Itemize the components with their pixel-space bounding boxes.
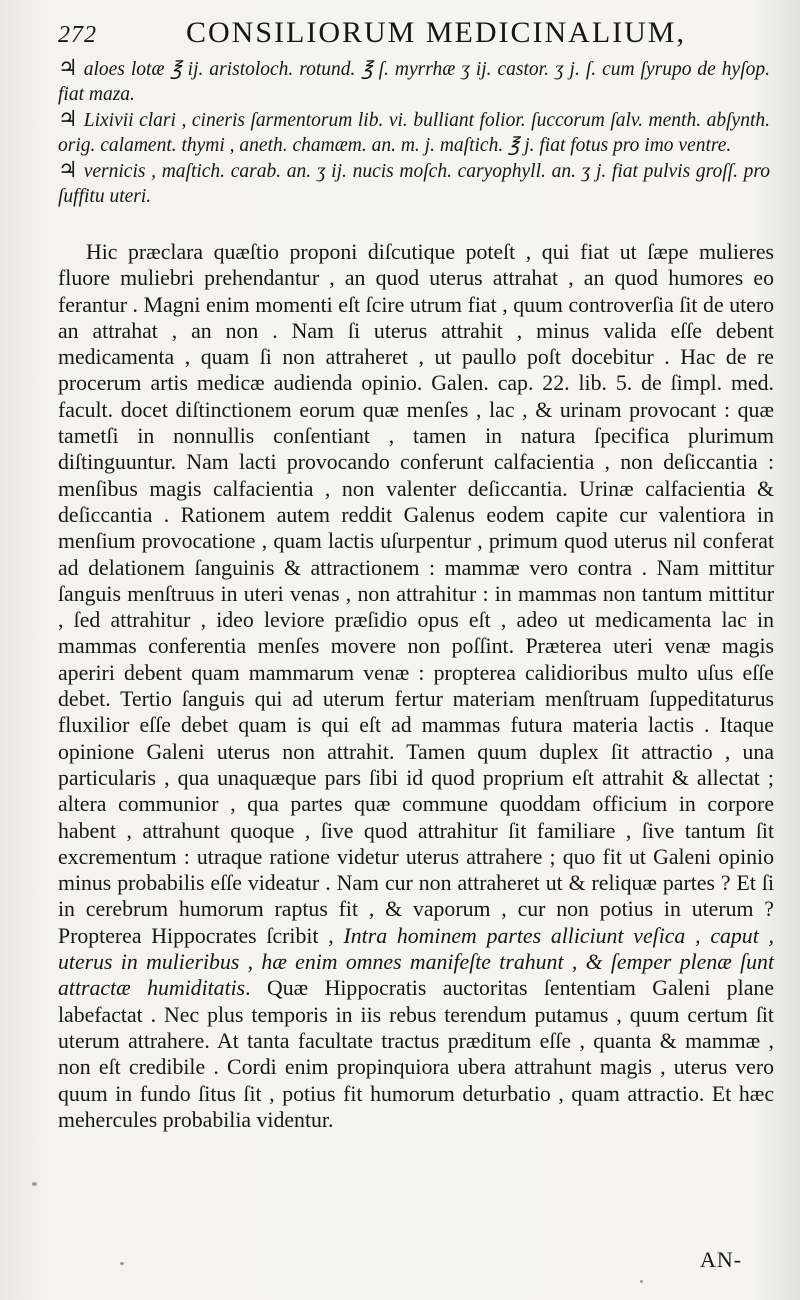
hippocrates-quote: Intra hominem partes alliciunt veſica , caput , uterus in mulieribus , hæ enim omnes manifeſte trahunt , & ſemper plenæ ſunt attractæ humiditatis: [58, 923, 775, 1001]
body-paragraph: [58, 239, 774, 1133]
jupiter-recipe-icon: ♃: [58, 55, 78, 80]
running-title: CONSILIORUM MEDICINALIUM,: [186, 16, 686, 49]
page-number: 272: [58, 22, 97, 48]
body-text-part-2: . Quæ Hippocratis auctoritas ſententiam Galeni plane labefactat . Nec plus temporis in iis rebus terendum putamus , quum certum ſit uterum attrahere. At tanta facultate tractus præditum eſſe , quanta & mammæ , non eſt credibile . Cordi enim propinquiora ubera attrahunt magis , uterus vero quum in fundo ſitus ſit , potius fit humorum deturbatio , quam attractio. Et hæc mehercules probabilia videntur.: [58, 976, 774, 1132]
recipe-list: [58, 56, 770, 209]
recipe-text: aloes lotæ ℥ ij. aristoloch. rotund. ℥ ſ. myrrhæ ʒ ij. castor. ʒ j. ſ. cum ſyrupo de hyſop. fiat maza.: [58, 59, 770, 105]
body-text: [58, 239, 774, 1133]
body-text-part-1: Hic præclara quæſtio proponi diſcutique poteſt , qui fiat ut ſæpe mulieres fluore muliebri prehendantur , an quod uterus attrahat , an quod humores eo ferantur . Magni enim momenti eſt ſcire utrum fiat , quum controverſia ſit de utero an attrahat , an non . Nam ſi uterus attrahit , minus valida eſſe debent medicamenta , quam ſi non attraheret , ut paullo poſt docebitur . Hac de re procerum artis medicæ audienda opinio. Galen. cap. 22. lib. 5. de ſimpl. med. facult. docet diſtinctionem eorum quæ menſes , lac , & urinam provocant : quæ tametſi in nonnullis conſentiant , tamen in natura ſpecifica plurimum diſtinguuntur. Nam lacti provocando conferunt calfacientia , non deſiccantia : menſibus magis calfacientia , non valenter deſiccantia. Urinæ calfacientia & deſiccantia . Rationem autem reddit Galenus eodem capite cur valentiora in menſium provocatione , quam lactis uſurpentur , primum quod uterus nil conferat ad delationem ſanguinis & attractionem : mammæ vero contra . Nam mittitur ſanguis menſtruus in uteri venas , non attrahitur : in mammas non tantum mittitur , ſed attrahitur , ideo leviore præſidio opus eſt , adeo ut medicamenta lac in mammas conferentia menſes movere non poſſint. Præterea uteri venæ magis aperiri debent quam mammarum venæ : propterea calidioribus multo uſus eſſe debet. Tertio ſanguis qui ad uterum fertur materiam menſtruam ſuppeditaturus fluxilior eſſe debet quam is qui eſt ad mammas futura materia lactis . Itaque opinione Galeni uterus non attrahit. Tamen quum duplex ſit attractio , una particularis , qua unaquæque pars ſibi id quod proprium eſt attrahit & allectat ; altera communior , qua partes quæ commune quoddam officium in corpore habent , attrahunt quoque , ſive quod attrahitur ſit familiare , ſive tantum ſit excrementum : utraque ratione videtur uterus attrahere ; quo fit ut Galeni opinio minus probabilis eſſe videatur . Nam cur non attraheret ut & reliquæ partes ? Et ſi in cerebrum humorum raptus fit , & vaporum , cur non potius in uterum ? Propterea Hippocrates ſcribit ,: [58, 240, 774, 948]
paper-speck: [640, 1280, 643, 1283]
paper-speck: [120, 1262, 124, 1265]
catchword: AN-: [700, 1247, 743, 1272]
recipe-text: vernicis , maſtich. carab. an. ʒ ij. nucis moſch. caryophyll. an. ʒ j. fiat pulvis groſſ. pro ſuffitu uteri.: [58, 161, 770, 207]
recipe-1: [58, 56, 770, 107]
page-header: [58, 14, 778, 56]
paper-speck: [32, 1182, 37, 1186]
recipe-2: [58, 107, 770, 158]
jupiter-recipe-icon: ♃: [58, 157, 78, 182]
jupiter-recipe-icon: ♃: [58, 106, 78, 131]
recipe-3: [58, 158, 770, 209]
recipe-text: Lixivii clari , cineris ſarmentorum lib. vi. bulliant folior. ſuccorum ſalv. menth. abſynth. orig. calament. thymi , aneth. chamæm. an. m. j. maſtich. ℥ j. fiat fotus pro imo ventre.: [58, 110, 770, 156]
